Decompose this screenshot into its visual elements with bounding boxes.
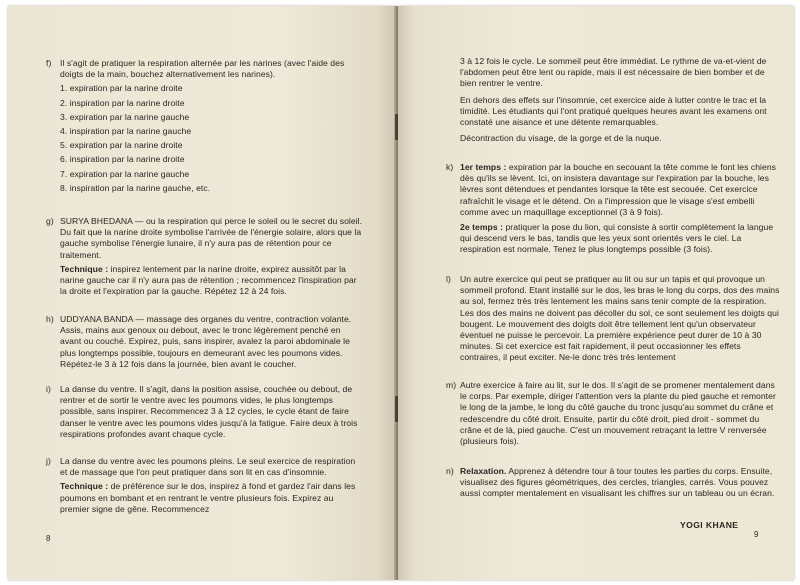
section-m-text: Autre exercice à faire au lit, sur le dos. Il s'agit de se promener mentalement dans le corps. Par exemple, diriger l'attention vers la plante du pied gauche et remonter le long de la jambe, le long du côté gauche du tronc jusqu'au sommet du crâne et redescendre du côté droit. Ensuite, partir du côté droit, pied droit - sommet du crâne et de là, pied gauche. C'est un mouvement retraçant la lettre V renversée (plusieurs fois). — [460, 380, 776, 447]
section-l-text: Un autre exercice qui peut se pratiquer au lit ou sur un tapis et qui provoque un sommeil profond. Etant installé sur le dos, les bras le long du corps, dos des mains au sol, fermez très très lentement les mains sans tenir compte de la respiration. Les dos des mains ne doivent pas décoller du sol, ce sont seulement les doigts qui bougent. Le mouvement des doigts doit être tellement lent qu'un observateur éventuel ne puisse le percevoir. La première expérience peut durer de 10 à 30 minutes. Si cet exercice est fait rapidement, il peut occasionner les effets contraires, il peut exciter. Ne-le donc très très lentement — [460, 274, 780, 363]
list-item: 7. expiration par la narine gauche — [60, 168, 190, 179]
section-k-label: k) — [446, 162, 454, 172]
list-item: 1. expiration par la narine droite — [60, 83, 183, 94]
second-step-text: pratiquer la pose du lion, qui consiste à sortir complètement la langue qui descend vers le bas, tandis que les yeux sont orientés vers le ciel. La respiration est normale. Tenez le plus longtemps possible (3 fois). — [460, 222, 774, 255]
section-l-label: l) — [446, 274, 451, 284]
section-j-technique — [60, 481, 364, 515]
second-step — [460, 222, 780, 256]
list-item: 6. inspiration par la narine droite — [60, 154, 185, 165]
breathing-steps-list — [60, 83, 364, 194]
technique-label: Technique : — [60, 263, 109, 274]
left-page — [8, 6, 396, 580]
section-j-label: j) — [46, 456, 51, 466]
section-j-continued — [446, 56, 780, 144]
section-n-text — [460, 466, 780, 500]
technique-label: Technique : — [60, 481, 109, 492]
section-g-text: SURYA BHEDANA — ou la respiration qui perce le soleil ou le secret du soleil. Du fait que la narine droite symbolise l'arrivée de l'énergie solaire, alors que la gauche symbolise l'énergie lunaire, il n'y aura pas de rétention pour ce traitement. — [60, 216, 363, 260]
section-h — [46, 314, 364, 370]
list-item: 5. expiration par la narine droite — [60, 140, 183, 151]
relaxation-heading: Décontraction du visage, de la gorge et de la nuque. — [460, 133, 662, 144]
first-step — [460, 162, 780, 218]
section-f-label: f) — [46, 58, 52, 68]
section-m — [446, 380, 780, 447]
section-f-intro: Il s'agit de pratiquer la respiration alternée par les narines (avec l'aide des doigts de la main, bouchez alternativement les narines). — [60, 58, 345, 80]
insomnia-effects-text: En dehors des effets sur l'insomnie, cet exercice aide à lutter contre le trac et la timidité. Les étudiants qui l'ont pratiqué quelques heures avant les examens ont constaté une aisance et une détente remarquables. — [460, 94, 767, 128]
continued-text: 3 à 12 fois le cycle. Le sommeil peut être immédiat. Le rythme de va-et-vient de l'abdomen peut être lent ou rapide, mais il est nécessaire de bien bomber et de bien rentrer le ventre. — [460, 56, 767, 89]
section-i-label: i) — [46, 384, 51, 394]
section-n-label: n) — [446, 466, 454, 476]
second-step-label: 2e temps : — [460, 222, 504, 233]
section-h-text: UDDYANA BANDA — massage des organes du ventre, contraction volante. Assis, mains aux genoux ou debout, avec le tronc légèrement penché en avant ou couché. Expirez, puis, sans inspirer, avalez la paroi abdominale le plus longtemps possible, toujours en demeurant avec les poumons vides. Répétez-le 3 à 12 fois dans la journée, bien avant le coucher. — [60, 314, 352, 369]
page-number-left: 8 — [46, 534, 51, 543]
list-item: 4. inspiration par la narine gauche — [60, 126, 192, 137]
section-f — [46, 58, 364, 197]
author-signature: YOGI KHANE — [680, 520, 739, 530]
open-booklet — [8, 6, 794, 580]
relaxation-text: Apprenez à détendre tour à tour toutes les parties du corps. Ensuite, visualisez des figures géométriques, des cercles, triangles, carrés. Vous pouvez aussi compter mentalement en visualisant les chiffres sur un tableau ou un écran. — [460, 466, 775, 499]
list-item: 3. expiration par la narine gauche — [60, 111, 190, 122]
page-number-right: 9 — [754, 530, 759, 539]
list-item: 8. inspiration par la narine gauche, etc. — [60, 182, 211, 193]
section-i — [46, 384, 364, 440]
section-n — [446, 466, 780, 500]
section-m-label: m) — [446, 380, 457, 390]
first-step-label: 1er temps : — [460, 162, 507, 172]
section-g-label: g) — [46, 216, 54, 226]
section-k — [446, 162, 780, 256]
section-g-technique — [60, 264, 364, 298]
section-g — [46, 216, 364, 297]
list-item: 2. inspiration par la narine droite — [60, 97, 185, 108]
section-l — [446, 274, 780, 364]
right-page — [398, 6, 794, 580]
technique-text: de préférence sur le dos, inspirez à fond et gardez l'air dans les poumons en bombant et en rentrant le ventre plusieurs fois. Expirez au premier signe de gêne. Recommencez — [60, 481, 356, 514]
section-h-label: h) — [46, 314, 54, 324]
technique-text: inspirez lentement par la narine droite, expirez aussitôt par la narine gauche car il n'y aura pas de rétention ; recommencez l'inspiration par la droite et l'expiration par la gauche. Répétez 12 à 24 fois. — [60, 263, 357, 297]
section-j — [46, 456, 364, 515]
relaxation-label: Relaxation. — [460, 466, 507, 476]
section-i-text: La danse du ventre. Il s'agit, dans la position assise, couchée ou debout, de rentrer et de sortir le ventre avec les poumons vides, le plus longtemps possible, sans inspirer. Recommencez 3 à 12 cycles, le cycle étant de faire danser le ventre avec les poumons vides jusqu'à la fatigue. Faire deux à trois respirations profondes avant chaque cycle. — [60, 384, 358, 439]
section-j-text: La danse du ventre avec les poumons pleins. Le seul exercice de respiration et de massage que l'on peut pratiquer dans son lit en cas d'insomnie. — [60, 456, 356, 478]
first-step-text: expiration par la bouche en secouant la tête comme le font les chiens dès qu'ils se lèvent. Ici, on insistera davantage sur l'expiration par la bouche, les lèvres sont détendues et pendantes lorsque la tête est secouée. Cet exercice rafraîchit le visage et le détend. On a l'impression que le visage s'est embelli comme avec un maquillage exceptionnel (3 à 9 fois). — [460, 162, 776, 217]
